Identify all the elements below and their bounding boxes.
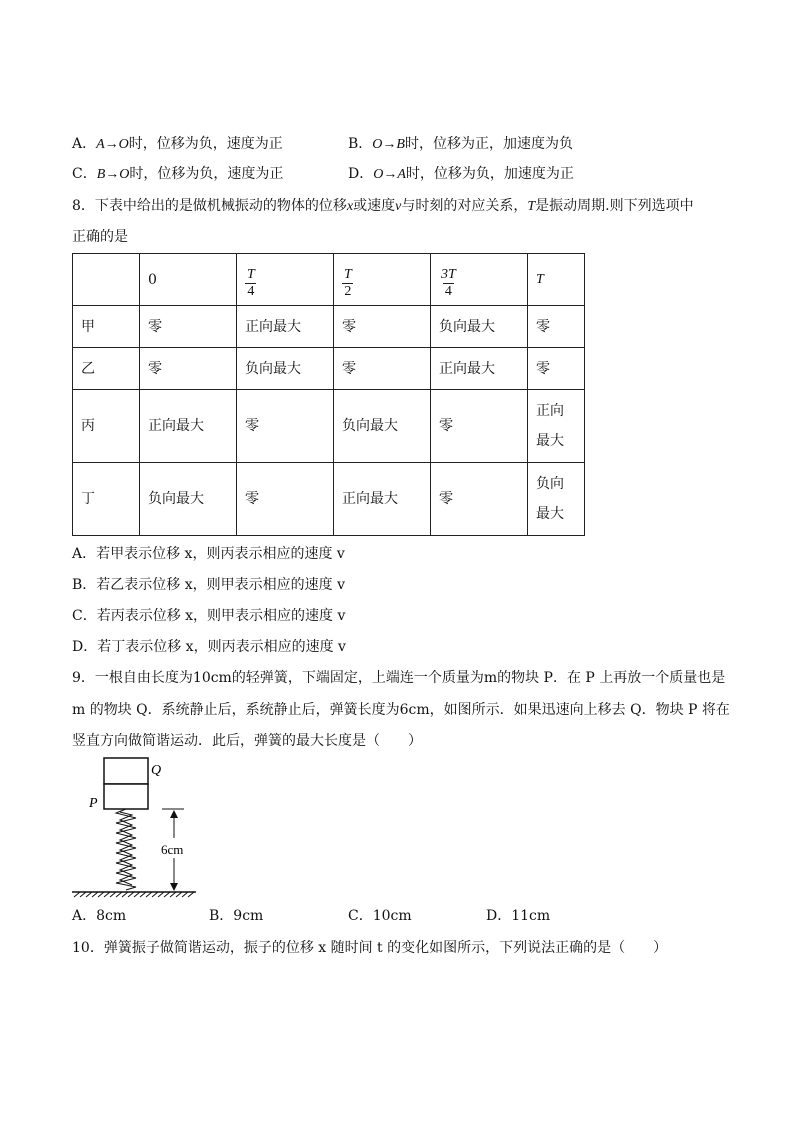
q7-c-path: B→O: [96, 167, 130, 182]
header-cell-t: T: [528, 254, 585, 306]
row-name-cell: 乙: [73, 348, 140, 390]
table-cell: 零: [334, 306, 431, 348]
table-row: [73, 390, 585, 463]
block-q: [104, 758, 148, 784]
table-cell: 零: [431, 390, 528, 463]
table-cell: 负向最大: [140, 463, 237, 536]
table-cell: 零: [528, 306, 585, 348]
q7-option-d: D．O→A时，位移为负，加速度为正: [348, 166, 574, 182]
dim-arrow-down: [170, 883, 178, 891]
q8-stem-line1: 8．下表中给出的是做机械振动的物体的位移x或速度v与时刻的对应关系，T是振动周期.则下列选项中: [72, 198, 694, 214]
table-cell: 零: [431, 463, 528, 536]
table-header-row: [73, 254, 585, 306]
block-p: [104, 784, 148, 809]
q7-option-a: A．A→O时，位移为负，速度为正: [72, 136, 283, 152]
spring-diagram: [66, 754, 206, 902]
table-cell: 负向最大: [334, 390, 431, 463]
label-q: Q: [151, 763, 162, 778]
row-name-cell: 甲: [73, 306, 140, 348]
table-cell: 正向最大: [237, 306, 334, 348]
q8-option-a: A．若甲表示位移 x，则丙表示相应的速度 v: [72, 546, 345, 562]
table-cell: 负向最大: [237, 348, 334, 390]
q8-option-b: B．若乙表示位移 x，则甲表示相应的速度 v: [72, 577, 345, 593]
header-cell-t4: $\frac{T}{4}$: [237, 254, 334, 306]
q7-d-path: O→A: [373, 167, 406, 182]
q8-option-d: D．若丁表示位移 x，则丙表示相应的速度 v: [72, 639, 346, 655]
table-cell: 零: [140, 348, 237, 390]
table-cell: 零: [528, 348, 585, 390]
table-cell: 负向最大: [528, 463, 585, 536]
table-cell: 正向最大: [528, 390, 585, 463]
q9-option-c: C．10cm: [348, 908, 412, 924]
table-row: [73, 306, 585, 348]
row-name-cell: 丁: [73, 463, 140, 536]
q7-a-path: A→O: [96, 137, 129, 152]
table-row: [73, 348, 585, 390]
table-row: [73, 463, 585, 536]
header-cell-0: 0: [140, 254, 237, 306]
q8-option-c: C．若丙表示位移 x，则甲表示相应的速度 v: [72, 608, 346, 624]
q9-option-b: B．9cm: [209, 908, 264, 924]
q8-stem-line2: 正确的是: [72, 229, 128, 245]
header-cell-t2: $\frac{T}{2}$: [334, 254, 431, 306]
q8-table: [72, 253, 585, 536]
q7-option-c: C．B→O时，位移为负，速度为正: [72, 166, 284, 182]
header-cell-empty: [73, 254, 140, 306]
table-cell: 正向最大: [431, 348, 528, 390]
table-cell: 零: [237, 390, 334, 463]
row-name-cell: 丙: [73, 390, 140, 463]
q9-stem-line3: 竖直方向做简谐运动．此后，弹簧的最大长度是（ ）: [72, 733, 422, 749]
q9-stem-line1: 9．一根自由长度为10cm的轻弹簧，下端固定，上端连一个质量为m的物块 P．在 P 上再放一个质量也是: [72, 670, 726, 686]
header-cell-3t4: $\frac{3T}{4}$: [431, 254, 528, 306]
table-cell: 负向最大: [431, 306, 528, 348]
q9-option-a: A．8cm: [72, 908, 127, 924]
dim-arrow-up: [170, 810, 178, 818]
q7-b-path: O→B: [372, 137, 405, 152]
label-p: P: [89, 796, 98, 811]
q9-stem-line2: m 的物块 Q．系统静止后，系统静止后，弹簧长度为6cm，如图所示．如果迅速向上移去 Q．物块 P 将在: [72, 702, 730, 718]
table-cell: 零: [237, 463, 334, 536]
table-cell: 正向最大: [334, 463, 431, 536]
dim-label: 6cm: [161, 842, 184, 857]
q7-option-b: B．O→B时，位移为正，加速度为负: [348, 136, 573, 152]
q9-option-d: D．11cm: [486, 908, 551, 924]
q10-stem: 10．弹簧振子做简谐运动，振子的位移 x 随时间 t 的变化如图所示，下列说法正确的是（ ）: [72, 940, 668, 956]
table-cell: 零: [334, 348, 431, 390]
table-cell: 正向最大: [140, 390, 237, 463]
table-cell: 零: [140, 306, 237, 348]
